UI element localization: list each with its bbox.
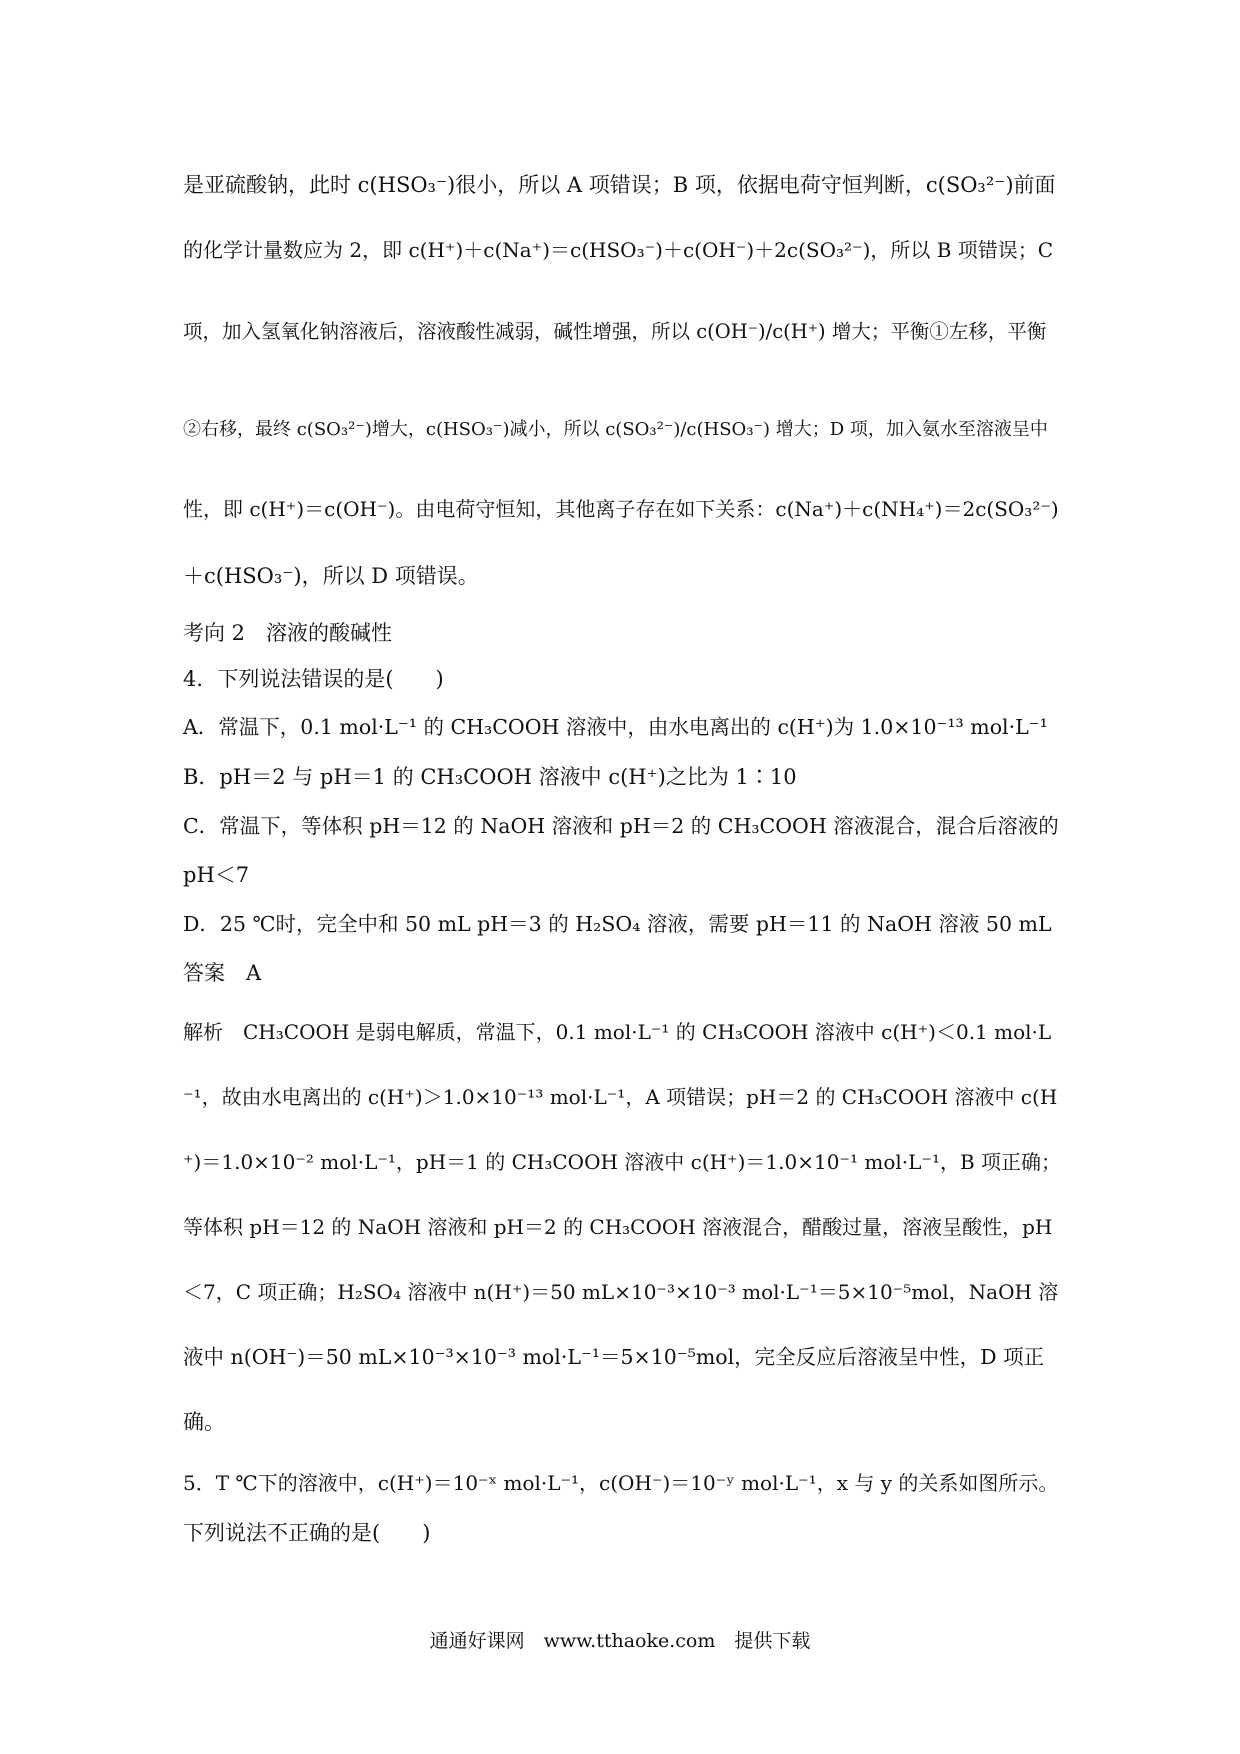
option-b: B．pH＝2 与 pH＝1 的 CH₃COOH 溶液中 c(H⁺)之比为 1∶10 <box>183 765 797 789</box>
analysis-line-3: ⁺)＝1.0×10⁻² mol·L⁻¹，pH＝1 的 CH₃COOH 溶液中 c(H⁺)＝1.0×10⁻¹ mol·L⁻¹，B 项正确； <box>183 1150 1062 1174</box>
page-footer: 通通好课网 www.tthaoke.com 提供下载 <box>429 1630 811 1652</box>
analysis-line-5: ＜7，C 项正确；H₂SO₄ 溶液中 n(H⁺)＝50 mL×10⁻³×10⁻³ mol·L⁻¹＝5×10⁻⁵mol，NaOH 溶 <box>183 1280 1059 1304</box>
analysis-line-2: ⁻¹，故由水电离出的 c(H⁺)＞1.0×10⁻¹³ mol·L⁻¹，A 项错误；pH＝2 的 CH₃COOH 溶液中 c(H <box>183 1085 1058 1109</box>
text-line-4: ②右移，最终 c(SO₃²⁻)增大，c(HSO₃⁻)减小，所以 c(SO₃²⁻)/c(HSO₃⁻) 增大；D 项，加入氨水至溶液呈中 <box>183 419 1048 440</box>
analysis-line-6: 液中 n(OH⁻)＝50 mL×10⁻³×10⁻³ mol·L⁻¹＝5×10⁻⁵mol，完全反应后溶液呈中性，D 项正 <box>183 1345 1045 1369</box>
question-5-stem: 5．T ℃下的溶液中，c(H⁺)＝10⁻ˣ mol·L⁻¹，c(OH⁻)＝10⁻ʸ mol·L⁻¹，x 与 y 的关系如图所示。 <box>183 1471 1059 1495</box>
analysis-line-1: 解析 CH₃COOH 是弱电解质，常温下，0.1 mol·L⁻¹ 的 CH₃COOH 溶液中 c(H⁺)＜0.1 mol·L <box>183 1020 1052 1044</box>
text-line-5: 性，即 c(H⁺)＝c(OH⁻)。由电荷守恒知，其他离子存在如下关系：c(Na⁺)＋c(NH₄⁺)＝2c(SO₃²⁻) <box>183 497 1059 521</box>
question-5-stem-continued: 下列说法不正确的是( ) <box>183 1521 431 1545</box>
option-d: D．25 ℃时，完全中和 50 mL pH＝3 的 H₂SO₄ 溶液，需要 pH＝11 的 NaOH 溶液 50 mL <box>183 912 1052 936</box>
answer: 答案 A <box>183 961 262 985</box>
text-line-2: 的化学计量数应为 2，即 c(H⁺)＋c(Na⁺)＝c(HSO₃⁻)＋c(OH⁻)＋2c(SO₃²⁻)，所以 B 项错误；C <box>183 238 1054 262</box>
analysis-line-7: 确。 <box>183 1410 225 1434</box>
option-c: C．常温下，等体积 pH＝12 的 NaOH 溶液和 pH＝2 的 CH₃COOH 溶液混合，混合后溶液的 <box>183 814 1059 838</box>
text-line-1: 是亚硫酸钠，此时 c(HSO₃⁻)很小，所以 A 项错误；B 项，依据电荷守恒判断，c(SO₃²⁻)前面 <box>183 173 1056 197</box>
option-c-continued: pH＜7 <box>183 863 250 887</box>
text-line-3: 项，加入氢氧化钠溶液后，溶液酸性减弱，碱性增强，所以 c(OH⁻)/c(H⁺) 增大；平衡①左移，平衡 <box>183 320 1047 343</box>
analysis-line-4: 等体积 pH＝12 的 NaOH 溶液和 pH＝2 的 CH₃COOH 溶液混合，醋酸过量，溶液呈酸性，pH <box>183 1215 1053 1239</box>
option-a: A．常温下，0.1 mol·L⁻¹ 的 CH₃COOH 溶液中，由水电离出的 c(H⁺)为 1.0×10⁻¹³ mol·L⁻¹ <box>183 715 1048 739</box>
section-heading: 考向 2 溶液的酸碱性 <box>183 621 393 645</box>
question-4-stem: 4．下列说法错误的是( ) <box>183 667 444 691</box>
text-line-6: ＋c(HSO₃⁻)，所以 D 项错误。 <box>183 564 479 588</box>
